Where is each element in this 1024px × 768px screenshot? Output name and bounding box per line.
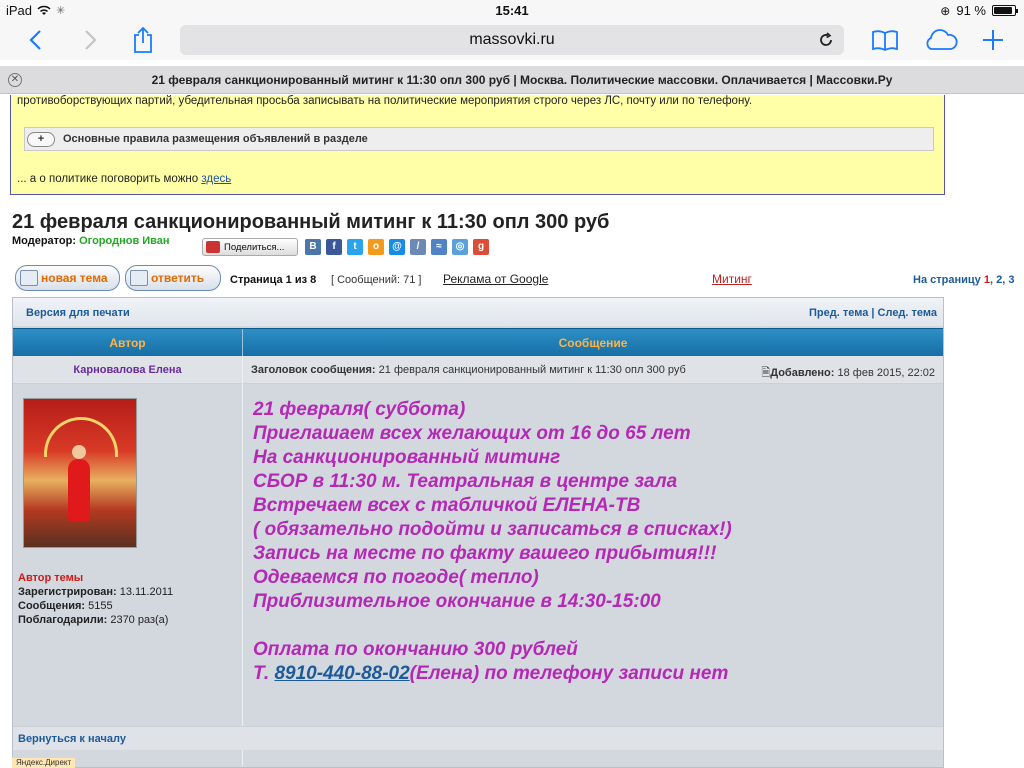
column-divider — [242, 356, 243, 766]
reply-label: ответить — [151, 271, 205, 285]
livejournal-icon[interactable]: / — [410, 239, 426, 255]
pagination: На страницу 1, 2, 3 — [913, 274, 1015, 286]
web-page — [0, 95, 1024, 768]
status-right — [940, 3, 1016, 18]
chevron-left-icon — [28, 29, 42, 51]
page-2-link[interactable]: 2 — [996, 274, 1003, 286]
post-line: Запись на месте по факту вашего прибытия!!! — [253, 543, 717, 564]
post-line: Приблизительное окончание в 14:30-15:00 — [253, 591, 661, 612]
subject-label: Заголовок сообщения: — [251, 364, 376, 376]
mailru-icon[interactable]: @ — [389, 239, 405, 255]
phone-prefix: Т. — [253, 663, 270, 684]
vkontakte-icon[interactable]: B — [305, 239, 321, 255]
orientation-lock-icon: ⊕ — [940, 3, 951, 18]
reload-icon — [818, 32, 834, 48]
topic-title[interactable]: 21 февраля санкционированный митинг к 11:30 опл 300 руб — [12, 211, 610, 233]
address-bar[interactable] — [180, 25, 844, 55]
avatar-figure — [68, 459, 90, 521]
message-column-header: Сообщение — [558, 336, 628, 350]
notice-here-link[interactable]: здесь — [201, 173, 232, 185]
post-body — [253, 398, 732, 686]
post-author-name[interactable]: Карновалова Елена — [73, 364, 182, 376]
moderator-line — [12, 235, 170, 247]
facebook-icon[interactable]: f — [326, 239, 342, 255]
post-line: ( обязательно подойти и записаться в списках!) — [253, 519, 732, 540]
new-topic-label: новая тема — [41, 271, 108, 285]
tab-close-icon[interactable]: ✕ — [8, 73, 22, 87]
odnoklassniki-icon[interactable]: o — [368, 239, 384, 255]
tab-bar — [0, 66, 1024, 94]
device-name: iPad — [6, 3, 33, 18]
share-widget-label: Поделиться... — [224, 241, 285, 253]
post-line: Приглашаем всех желающих от 16 до 65 лет — [253, 423, 691, 444]
chevron-right-icon — [84, 29, 98, 51]
post-info-row — [13, 356, 943, 384]
reply-icon — [130, 270, 148, 286]
added-date: 18 фев 2015, 22:02 — [837, 367, 935, 379]
table-header — [13, 328, 943, 356]
cloud-icon — [923, 29, 959, 51]
phone-link[interactable]: 8910-440-88-02 — [274, 663, 410, 684]
post-line: Встречаем всех с табличкой ЕЛЕНА-ТВ — [253, 495, 641, 516]
back-to-top-link[interactable]: Вернуться к началу — [18, 733, 126, 745]
rules-label: Основные правила размещения объявлений в разделе — [63, 133, 368, 145]
tab-title[interactable]: 21 февраля санкционированный митинг к 11:30 опл 300 руб | Москва. Политические массовки. Оплачивается | Массовки.Ру — [151, 73, 893, 87]
notice-text: противоборствующих партий, убедительная просьба записывать на политические мероприятия строго через ЛС, почту или по телефону. — [17, 95, 753, 107]
post-footer-row — [13, 726, 943, 750]
phone-suffix: (Елена) по телефону записи нет — [409, 663, 729, 684]
forum-post-table — [12, 297, 944, 768]
moderator-label: Модератор: — [12, 235, 77, 247]
pagination-label: На страницу — [913, 274, 981, 286]
notice-box — [10, 95, 945, 195]
liveinternet-icon[interactable]: ≈ — [431, 239, 447, 255]
status-bar — [0, 0, 1024, 22]
print-version-link[interactable]: Версия для печати — [26, 307, 130, 319]
bookmarks-button[interactable] — [868, 24, 902, 56]
notice-more-text: ... а о политике поговорить можно — [17, 173, 199, 185]
share-icon — [132, 26, 154, 54]
url-text: massovki.ru — [469, 31, 555, 48]
post-line: Оплата по окончанию 300 рублей — [253, 639, 578, 660]
activity-icon: ✳ — [56, 5, 66, 17]
back-button[interactable] — [20, 24, 50, 56]
share-widget-icon — [206, 241, 220, 253]
post-count: [ Сообщений: 71 ] — [331, 274, 422, 286]
browser-toolbar — [0, 22, 1024, 60]
forward-button[interactable] — [76, 24, 106, 56]
topic-nav — [809, 307, 937, 319]
author-column-header: Автор — [109, 336, 146, 350]
google-plus-icon[interactable]: g — [473, 239, 489, 255]
print-row — [13, 298, 943, 326]
share-widget-button[interactable] — [202, 238, 298, 256]
post-line: На санкционированный митинг — [253, 447, 561, 468]
post-line: 21 февраля( суббота) — [253, 399, 466, 420]
twitter-icon[interactable]: t — [347, 239, 363, 255]
post-line-empty — [253, 614, 732, 638]
moderator-name[interactable]: Огороднов Иван — [79, 235, 170, 247]
share-button[interactable] — [128, 24, 158, 56]
prev-topic-link[interactable]: Пред. тема — [809, 307, 869, 319]
post-phone-line — [253, 662, 732, 686]
moikrug-icon[interactable]: ◎ — [452, 239, 468, 255]
plus-icon — [982, 29, 1004, 51]
registered-line: Зарегистрирован: 13.11.2011 — [18, 586, 174, 598]
miting-link[interactable]: Митинг — [712, 272, 752, 286]
post-line: СБОР в 11:30 м. Театральная в центре зала — [253, 471, 678, 492]
author-details — [18, 571, 173, 627]
notice-more — [17, 173, 231, 185]
subject-text: 21 февраля санкционированный митинг к 11:30 опл 300 руб — [378, 364, 686, 376]
page-3-link[interactable]: 3 — [1008, 274, 1015, 286]
battery-fill — [994, 7, 1012, 14]
avatar — [23, 398, 137, 548]
yandex-direct-label[interactable]: Яндекс.Директ — [12, 758, 75, 768]
book-icon — [871, 29, 899, 51]
new-topic-button[interactable] — [15, 265, 120, 291]
post-subject — [251, 364, 686, 376]
messages-line: Сообщения: 5155 — [18, 600, 113, 612]
battery-icon — [992, 5, 1016, 16]
new-topic-icon — [20, 270, 38, 286]
expand-plus-icon[interactable]: + — [27, 132, 55, 147]
post-added — [761, 364, 935, 383]
page-1-link: 1 — [983, 274, 990, 286]
author-role: Автор темы — [18, 572, 84, 584]
battery-percent: 91 % — [956, 3, 986, 18]
rules-toggle[interactable] — [24, 127, 934, 151]
next-topic-link[interactable]: След. тема — [877, 307, 937, 319]
reload-button[interactable] — [814, 28, 838, 52]
nav-separator: | — [871, 307, 875, 319]
post-link-icon[interactable]: 🗎 — [761, 367, 771, 379]
google-ad-link[interactable]: Реклама от Google — [443, 272, 549, 286]
thanks-line: Поблагодарили: 2370 раз(а) — [18, 614, 169, 626]
reply-button[interactable] — [125, 265, 221, 291]
status-time: 15:41 — [495, 3, 529, 18]
added-label: Добавлено: — [770, 367, 835, 379]
icloud-tabs-button[interactable] — [920, 24, 962, 56]
page-info: Страница 1 из 8 — [230, 274, 317, 286]
new-tab-button[interactable] — [978, 24, 1008, 56]
post-line: Одеваемся по погоде( тепло) — [253, 567, 539, 588]
